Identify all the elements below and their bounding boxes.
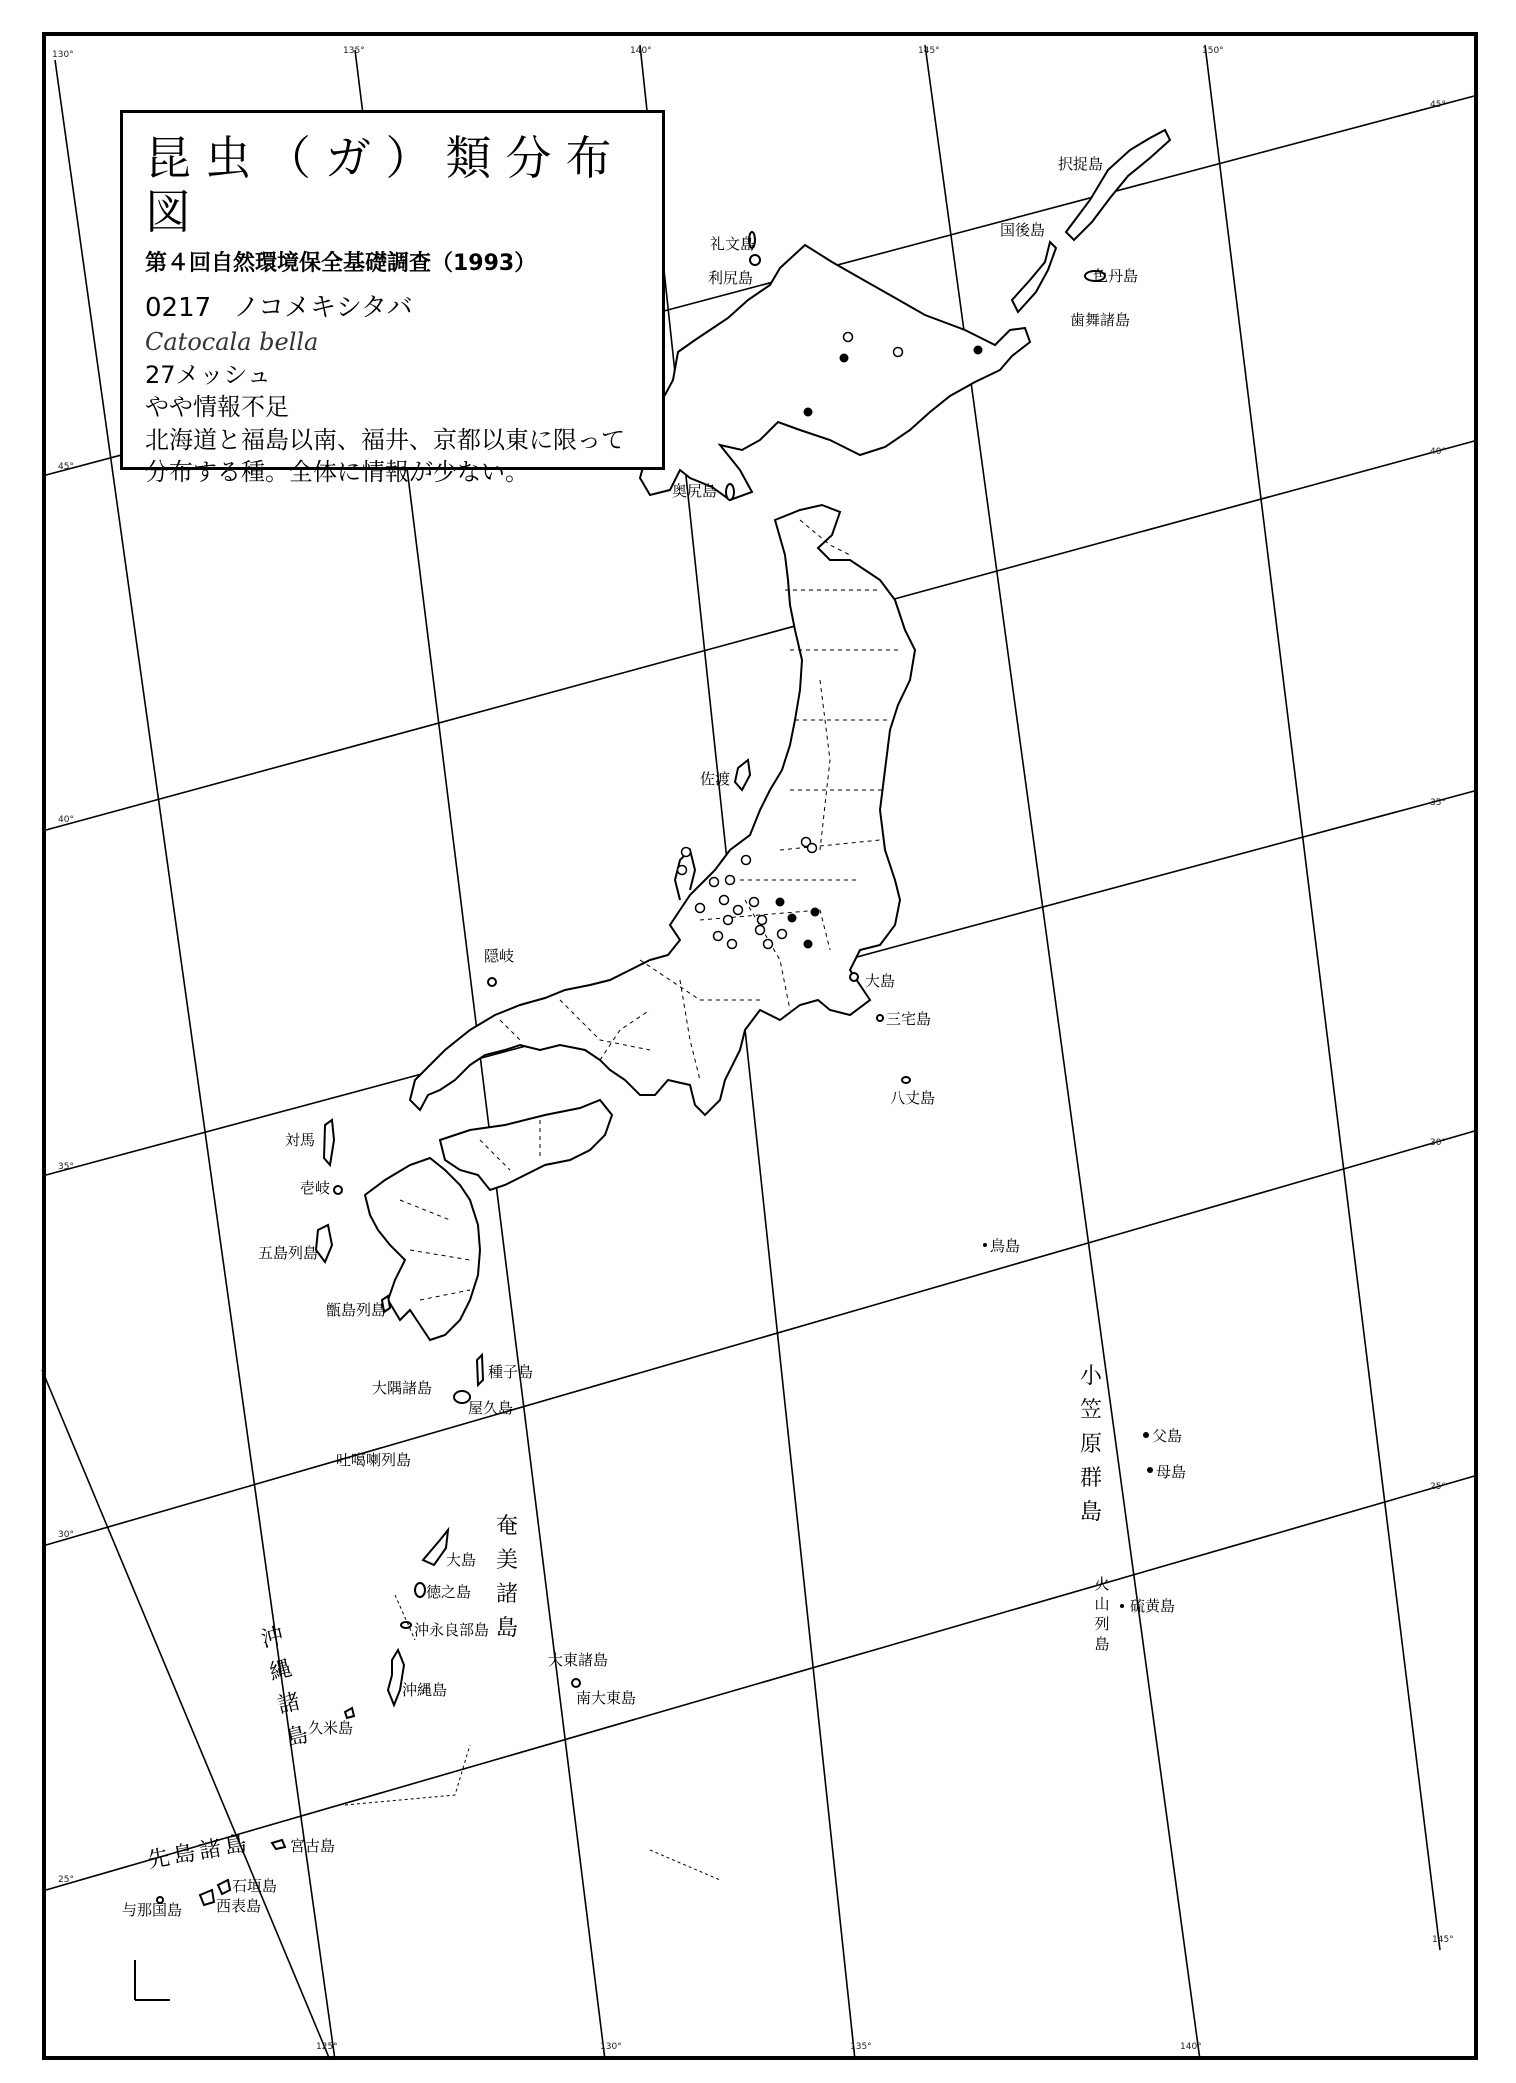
label-sakishima: 先島諸島 xyxy=(145,1830,253,1874)
label-daito: 大東諸島 xyxy=(548,1651,609,1669)
survey-title: 第４回自然環境保全基礎調査（1993） xyxy=(145,251,537,276)
label-lat-35-left: 35° xyxy=(58,1162,74,1172)
distribution-note-1: 北海道と福島以南、福井、京都以東に限って xyxy=(145,426,625,454)
label-lat-30-left: 30° xyxy=(58,1530,74,1540)
label-oshima: 大島 xyxy=(865,972,896,990)
label-lon-145-bottom: 145° xyxy=(1432,1935,1454,1945)
label-lat-25-right: 25° xyxy=(1430,1482,1446,1492)
species-name-scientific: Catocala bella xyxy=(145,328,319,356)
label-chichijima: 父島 xyxy=(1152,1427,1183,1445)
label-okinoerabu: 沖永良部島 xyxy=(414,1621,490,1639)
label-yakushima: 屋久島 xyxy=(468,1399,514,1417)
label-iriomote: 西表島 xyxy=(216,1897,262,1915)
label-etorofu: 択捉島 xyxy=(1058,155,1104,173)
label-koshiki: 甑島列島 xyxy=(326,1301,387,1319)
label-lat-25-left: 25° xyxy=(58,1875,74,1885)
label-rishiri: 利尻島 xyxy=(708,269,754,287)
legend-box xyxy=(120,110,665,486)
map-title: 昆虫（ガ）類分布図 xyxy=(145,131,626,239)
label-kunashiri: 国後島 xyxy=(1000,221,1046,239)
species-heading xyxy=(145,291,640,325)
label-tsushima: 対馬 xyxy=(285,1131,316,1149)
species-code: 0217 xyxy=(145,293,212,323)
label-rebun: 礼文島 xyxy=(710,235,756,253)
label-okinawa-islands: 沖縄諸島 xyxy=(258,1623,311,1752)
label-ishigaki: 石垣島 xyxy=(232,1877,278,1895)
label-torishima: 鳥島 xyxy=(990,1237,1021,1255)
label-lat-40-left: 40° xyxy=(58,815,74,825)
species-name-jp: ノコメキシタバ xyxy=(233,293,413,323)
label-lat-30-right: 30° xyxy=(1430,1138,1446,1148)
label-minamidaito: 南大東島 xyxy=(576,1689,637,1707)
mesh-count: 27メッシュ xyxy=(145,361,272,389)
label-miyake: 三宅島 xyxy=(886,1010,932,1028)
label-tokunoshima: 徳之島 xyxy=(426,1583,472,1601)
label-lon-145: 145° xyxy=(918,46,940,56)
label-lon-130-bottom: 130° xyxy=(600,2042,622,2052)
label-oki: 隠岐 xyxy=(484,947,515,965)
label-lat-40-right: 40° xyxy=(1430,447,1446,457)
label-kazan: 火山列島 xyxy=(1094,1575,1110,1653)
label-lon-150: 150° xyxy=(1202,46,1224,56)
info-status: やや情報不足 xyxy=(145,393,289,421)
label-iwo: 硫黄島 xyxy=(1130,1597,1176,1615)
label-lon-125-bottom: 125° xyxy=(316,2042,338,2052)
label-amami-islands: 奄美諸島 xyxy=(495,1514,518,1641)
label-amami-oshima: 大島 xyxy=(446,1551,477,1569)
label-lon-135: 135° xyxy=(343,46,365,56)
label-iki: 壱岐 xyxy=(300,1179,331,1197)
label-lat-35-right: 35° xyxy=(1430,798,1446,808)
label-goto: 五島列島 xyxy=(258,1244,319,1262)
label-lat-45-left: 45° xyxy=(58,462,74,472)
label-lon-140: 140° xyxy=(630,46,652,56)
label-okinawa: 沖縄島 xyxy=(402,1681,448,1699)
label-tanegashima: 種子島 xyxy=(488,1363,534,1381)
label-miyako: 宮古島 xyxy=(290,1837,336,1855)
label-lon-135-bottom: 135° xyxy=(850,2042,872,2052)
label-tokara: 吐噶喇列島 xyxy=(336,1451,412,1469)
label-hachijo: 八丈島 xyxy=(890,1089,936,1107)
label-shikotan: 色丹島 xyxy=(1093,267,1139,285)
label-sado: 佐渡 xyxy=(700,770,731,788)
label-yonaguni: 与那国島 xyxy=(122,1901,183,1919)
label-kume: 久米島 xyxy=(308,1719,354,1737)
distribution-note-2: 分布する種。全体に情報が少ない。 xyxy=(145,458,529,486)
label-hahajima: 母島 xyxy=(1156,1463,1187,1481)
label-lon-140-bottom: 140° xyxy=(1180,2042,1202,2052)
label-ogasawara: 小笠原群島 xyxy=(1079,1364,1102,1525)
label-okushiri: 奥尻島 xyxy=(672,482,718,500)
label-osumi: 大隅諸島 xyxy=(372,1379,433,1397)
label-lon-130: 130° xyxy=(52,50,74,60)
label-lat-45-right: 45° xyxy=(1430,100,1446,110)
label-habomai: 歯舞諸島 xyxy=(1070,311,1131,329)
